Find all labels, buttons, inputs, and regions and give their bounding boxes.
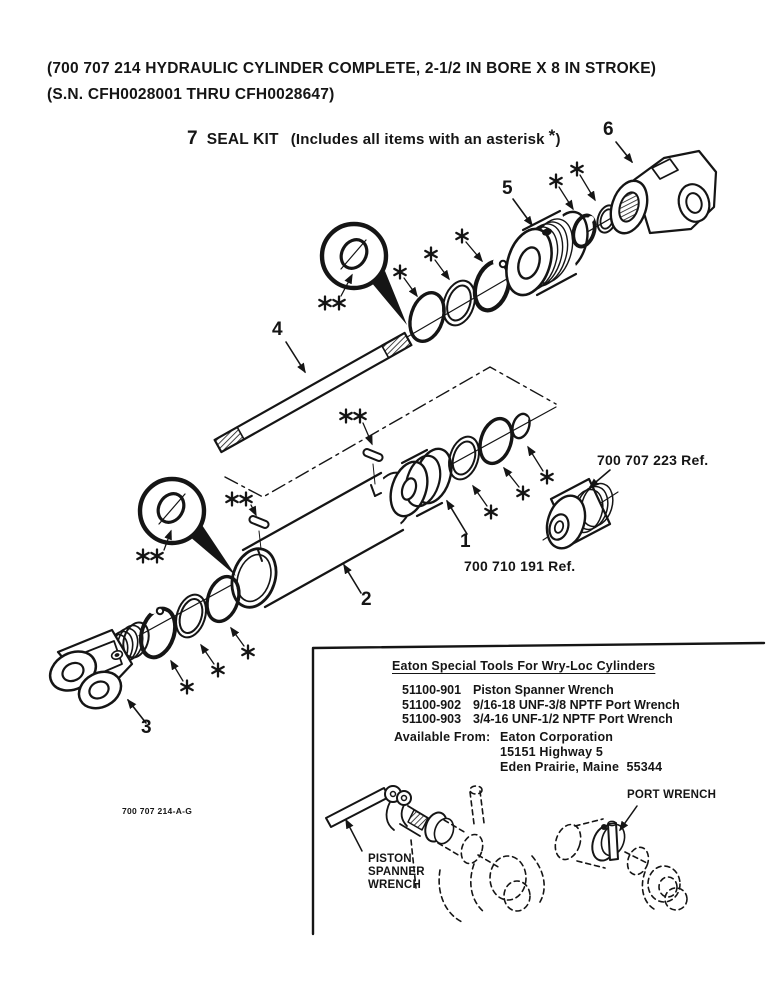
address-line: Eaton Corporation [500, 730, 614, 744]
port-wrench-label: PORT WRENCH [627, 789, 717, 801]
tool-number: 51100-903 [402, 712, 462, 726]
page-serial-range: (S.N. CFH0028001 THRU CFH0028647) [47, 86, 335, 103]
address-line: Eden Prairie, Maine 55344 [500, 760, 663, 774]
seal-kit-note-close: ) [555, 131, 561, 148]
piston-spanner-wrench-label-line: SPANNER [368, 866, 425, 878]
tool-number: 51100-902 [402, 698, 462, 712]
ref-piston-assembly [541, 479, 619, 553]
drawing-code: 700 707 214-A-G [122, 806, 193, 816]
rod-clevis-part6 [604, 151, 716, 238]
gland-seal-rings-lower [135, 572, 244, 661]
callout-part-1: 1 [460, 531, 471, 552]
seal-kit-item-number: 7 [187, 128, 198, 149]
callout-part-3: 3 [141, 717, 152, 738]
seal-kit-title: SEAL KIT [206, 131, 279, 148]
page-title: (700 707 214 HYDRAULIC CYLINDER COMPLETE, 2-1/2 IN BORE X 8 IN STROKE) [47, 60, 657, 77]
callout-part-4: 4 [272, 319, 283, 340]
asterisk-icon: * [548, 126, 556, 145]
piston-spanner-wrench-label [368, 853, 425, 892]
piston-spanner-wrench-figure [326, 786, 544, 922]
piston-rod-part4 [215, 333, 412, 452]
seal-kit-note [187, 128, 561, 150]
detail-magnifier-lower [140, 479, 236, 576]
ref-label-piston: 700 707 223 Ref. [597, 452, 709, 468]
port-wrench-figure [551, 819, 687, 910]
piston-spanner-wrench-label-line: PISTON [368, 853, 412, 865]
available-from-label: Available From: [394, 730, 491, 744]
tool-name: 9/16-18 UNF-3/8 NPTF Port Wrench [473, 698, 680, 712]
callout-part-5: 5 [502, 178, 513, 199]
tool-number: 51100-901 [402, 683, 462, 697]
tool-row [0, 698, 772, 713]
tools-box-title: Eaton Special Tools For Wry-Loc Cylinders [392, 659, 656, 673]
piston-spanner-wrench-label-line: WRENCH [368, 879, 421, 891]
rod-seal-rings [404, 257, 515, 345]
seal-kit-description: (Includes all items with an asterisk [290, 131, 545, 148]
callout-part-2: 2 [361, 589, 372, 610]
tool-name: Piston Spanner Wrench [473, 683, 614, 697]
ref-label-rod-assembly: 700 710 191 Ref. [464, 558, 576, 574]
tool-row [0, 712, 772, 727]
tool-row [0, 683, 772, 698]
piston-part1 [384, 444, 458, 521]
address-line: 15151 Highway 5 [500, 745, 604, 759]
piston-seal-rings [444, 412, 533, 484]
callout-part-6: 6 [603, 119, 614, 140]
tool-name: 3/4-16 UNF-1/2 NPTF Port Wrench [473, 712, 673, 726]
